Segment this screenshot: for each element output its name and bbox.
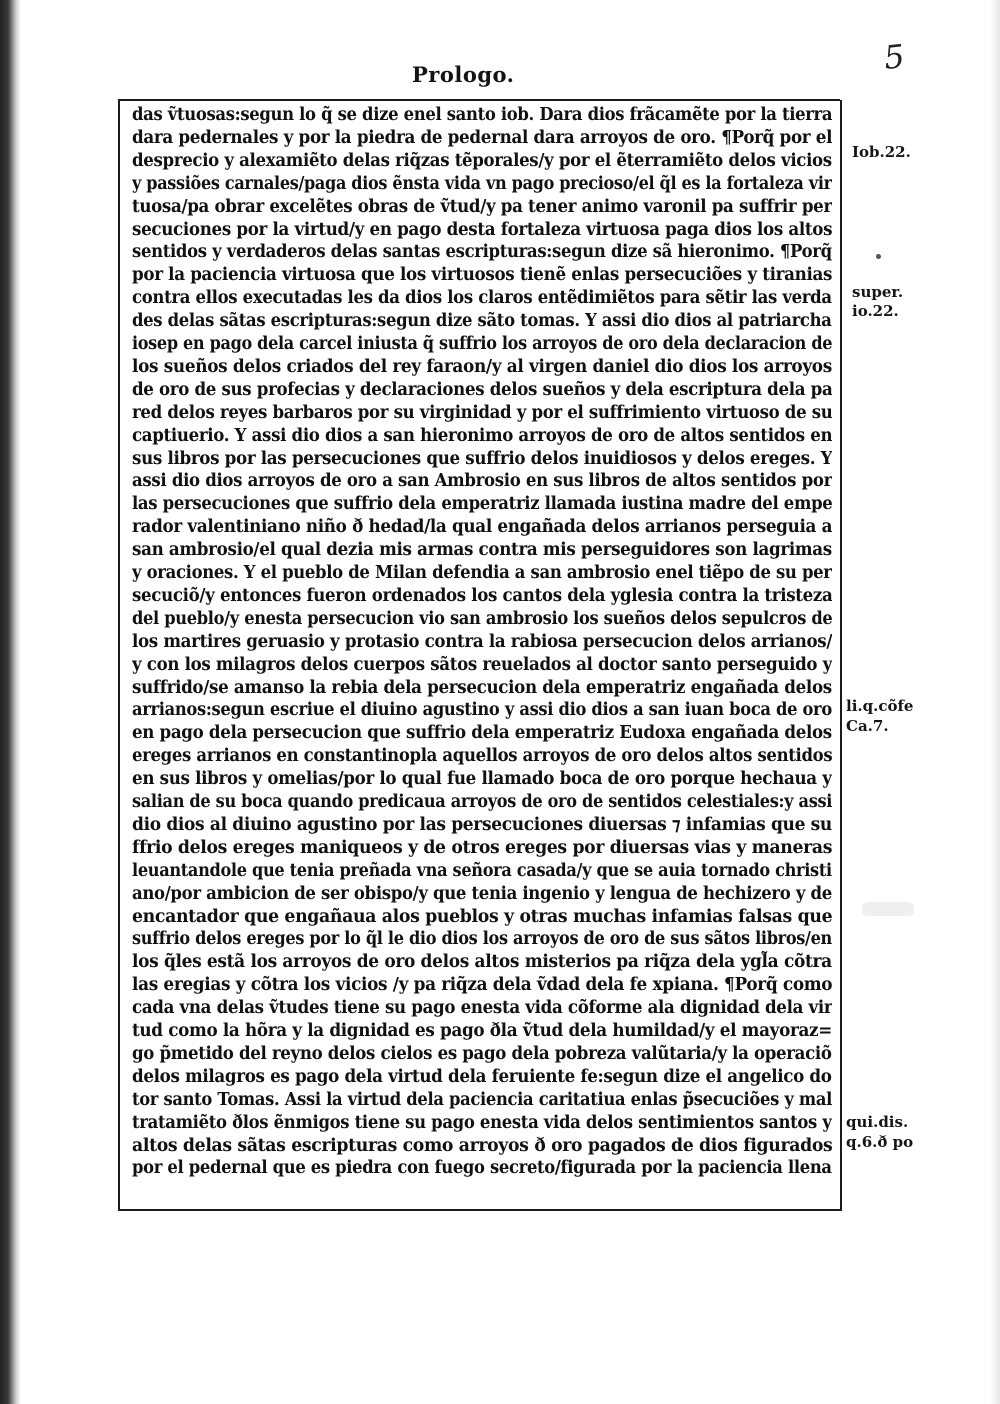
text-line: las eregias y cõtra los vicios /y pa riq̃za dela ṽdad dela fe xpiana. ¶Porq̃ como [132,975,832,996]
text-line: tuosa/pa obrar excelẽtes obras de ṽtud/y pa tener animo varonil pa suffrir per [132,196,832,217]
text-line: secuciones por la virtud/y en pago desta fortaleza virtuosa paga dios los altos [132,219,832,240]
text-line: red delos reyes barbaros por su virginidad y por el suffrimiento virtuoso de su [132,402,832,423]
text-line: en sus libros y omelias/por lo qual fue llamado boca de oro porque hechaua y [132,769,832,790]
text-line: ano/por ambicion de ser obispo/y que tenia ingenio y lengua de hechizero y de [132,883,832,904]
text-line: assi dio dios arroyos de oro a san Ambrosio en sus libros de altos sentidos por [132,471,832,492]
ink-speck [876,254,881,259]
text-line: las persecuciones que suffrio dela emperatriz llamada iustina madre del empe [132,494,832,515]
text-line: y oraciones. Y el pueblo de Milan defendia a san ambrosio enel tiẽpo de su per [132,563,832,583]
text-line: tud como la hõra y la dignidad es pago ðla ṽtud dela humildad/y el mayoraz= [132,1021,832,1041]
text-line: des delas sãtas escripturas:segun dize sãto tomas. Y assi dio dios al patriarcha [132,311,832,332]
text-line: cada vna delas ṽtudes tiene su pago enesta vida cõforme ala dignidad dela vir [132,998,832,1019]
text-line: por la paciencia virtuosa que los virtuosos tienẽ enlas persecuciões y tiranias [132,265,832,286]
text-line: y passiões carnales/paga dios ẽnsta vida vn pago precioso/el q̃l es la fortaleza vir [132,173,832,194]
text-line: los q̃les estã los arroyos de oro delos altos misterios pa riq̃za dela ygl̃a cõtra [132,952,832,973]
text-line: en pago dela persecucion que suffrio dela emperatriz Eudoxa engañada delos [132,723,832,744]
text-line: los martires geruasio y protasio contra la rabiosa persecucion delos arrianos/ [132,631,832,652]
margin-note-super: super. [852,283,904,301]
text-line: por el pedernal que es piedra con fuego secreto/figurada por la paciencia llena [132,1158,832,1179]
text-line: suffrio delos ereges por lo q̃l le dio dios los arroyos de oro de sus sãtos libros/en [132,929,832,950]
text-line: iosep en pago dela carcel iniusta q̃ suffrio los arroyos de oro dela declaracion de [132,334,832,354]
margin-note-confe: li.q.cõfe [846,697,914,715]
text-line: captiuerio. Y assi dio dios a san hieronimo arroyos de oro de altos sentidos en [132,425,832,446]
text-line: encantador que engañaua alos pueblos y otras muchas infamias falsas que [132,906,832,927]
text-line: los sueños delos criados del rey faraon/y al virgen daniel dio dios los arroyos [132,356,832,377]
text-line: de oro de sus profecias y declaraciones delos sueños y dela escriptura dela pa [132,379,832,400]
text-line: rador valentiniano niño ð hedad/la qual engañada delos arrianos perseguia a [132,517,832,538]
folio-number: 5 [882,37,907,77]
margin-note-quidis: qui.dis. [846,1113,909,1131]
page-gutter-shadow [0,0,20,1404]
margin-note-q6: q.6.ð po [846,1133,914,1151]
text-line: das ṽtuosas:segun lo q̃ se dize enel santo iob. Dara dios frãcamẽte por la tierra [132,105,832,125]
text-line: y con los milagros delos cuerpos sãtos reuelados al doctor santo perseguido y [132,654,832,675]
text-line: arrianos:segun escriue el diuino agustino y assi dio dios a san iuan boca de oro [132,700,832,721]
text-line: suffrido/se amanso la rebia dela persecucion dela emperatriz engañada delos [132,677,832,698]
margin-note-ca: Ca.7. [846,717,889,735]
text-line: sus libros por las persecuciones que suffrio delos inuidiosos y delos ereges. Y [132,448,832,469]
text-line: delos milagros es pago dela virtud dela feruiente fe:segun dize el angelico do [132,1066,832,1087]
text-line: salian de su boca quando predicaua arroyos de oro de sentidos celestiales:y assi [132,792,832,812]
text-line: san ambrosio/el qual dezia mis armas contra mis perseguidores son lagrimas [132,540,832,561]
faded-margin-mark [862,902,914,916]
running-head: Prologo. [412,62,515,87]
text-line: tor santo Tomas. Assi la virtud dela paciencia caritatiua enlas p̃secuciões y mal [132,1089,832,1110]
text-line: ereges arrianos en constantinopla aquellos arroyos de oro delos altos sentidos [132,746,832,767]
text-line: sentidos y verdaderos delas santas escripturas:segun dize sã hieronimo. ¶Porq̃ [132,242,832,263]
text-line: go p̃metido del reyno delos cielos es pago dela pobreza valũtaria/y la operaciõ [132,1043,832,1064]
text-line: ffrio delos ereges maniqueos y de otros ereges por diuersas vias y maneras [132,837,832,858]
margin-note-iob: Iob.22. [852,143,911,161]
text-line: altos delas sãtas escripturas como arroyos ð oro pagados de dios figurados [132,1135,832,1156]
text-block-rule-right [840,100,842,1210]
text-line: secuciõ/y entonces fueron ordenados los cantos dela yglesia contra la tristeza [132,585,832,606]
margin-note-io: io.22. [852,302,899,320]
text-line: desprecio y alexamiẽto delas riq̃zas tẽporales/y por el ẽterramiẽto delos vicios [132,150,832,171]
text-line: dio dios al diuino agustino por las persecuciones diuersas ⁊ infamias que su [132,814,832,835]
text-line: leuantandole que tenia preñada vna señora casada/y que se auia tornado christi [132,860,832,881]
text-line: contra ellos executadas les da dios los claros entẽdimiẽtos para sẽtir las verda [132,288,832,309]
text-line: dara pedernales y por la piedra de pedernal dara arroyos de oro. ¶Porq̃ por el [132,127,832,148]
text-line: tratamiẽto ðlos ẽnmigos tiene su pago enesta vida delos sentimientos santos y [132,1112,832,1133]
text-line: del pueblo/y enesta persecucion vio san ambrosio los sueños delos sepulcros de [132,608,832,629]
main-text-block [118,100,840,1210]
page-edge-shadow [990,0,1000,1404]
